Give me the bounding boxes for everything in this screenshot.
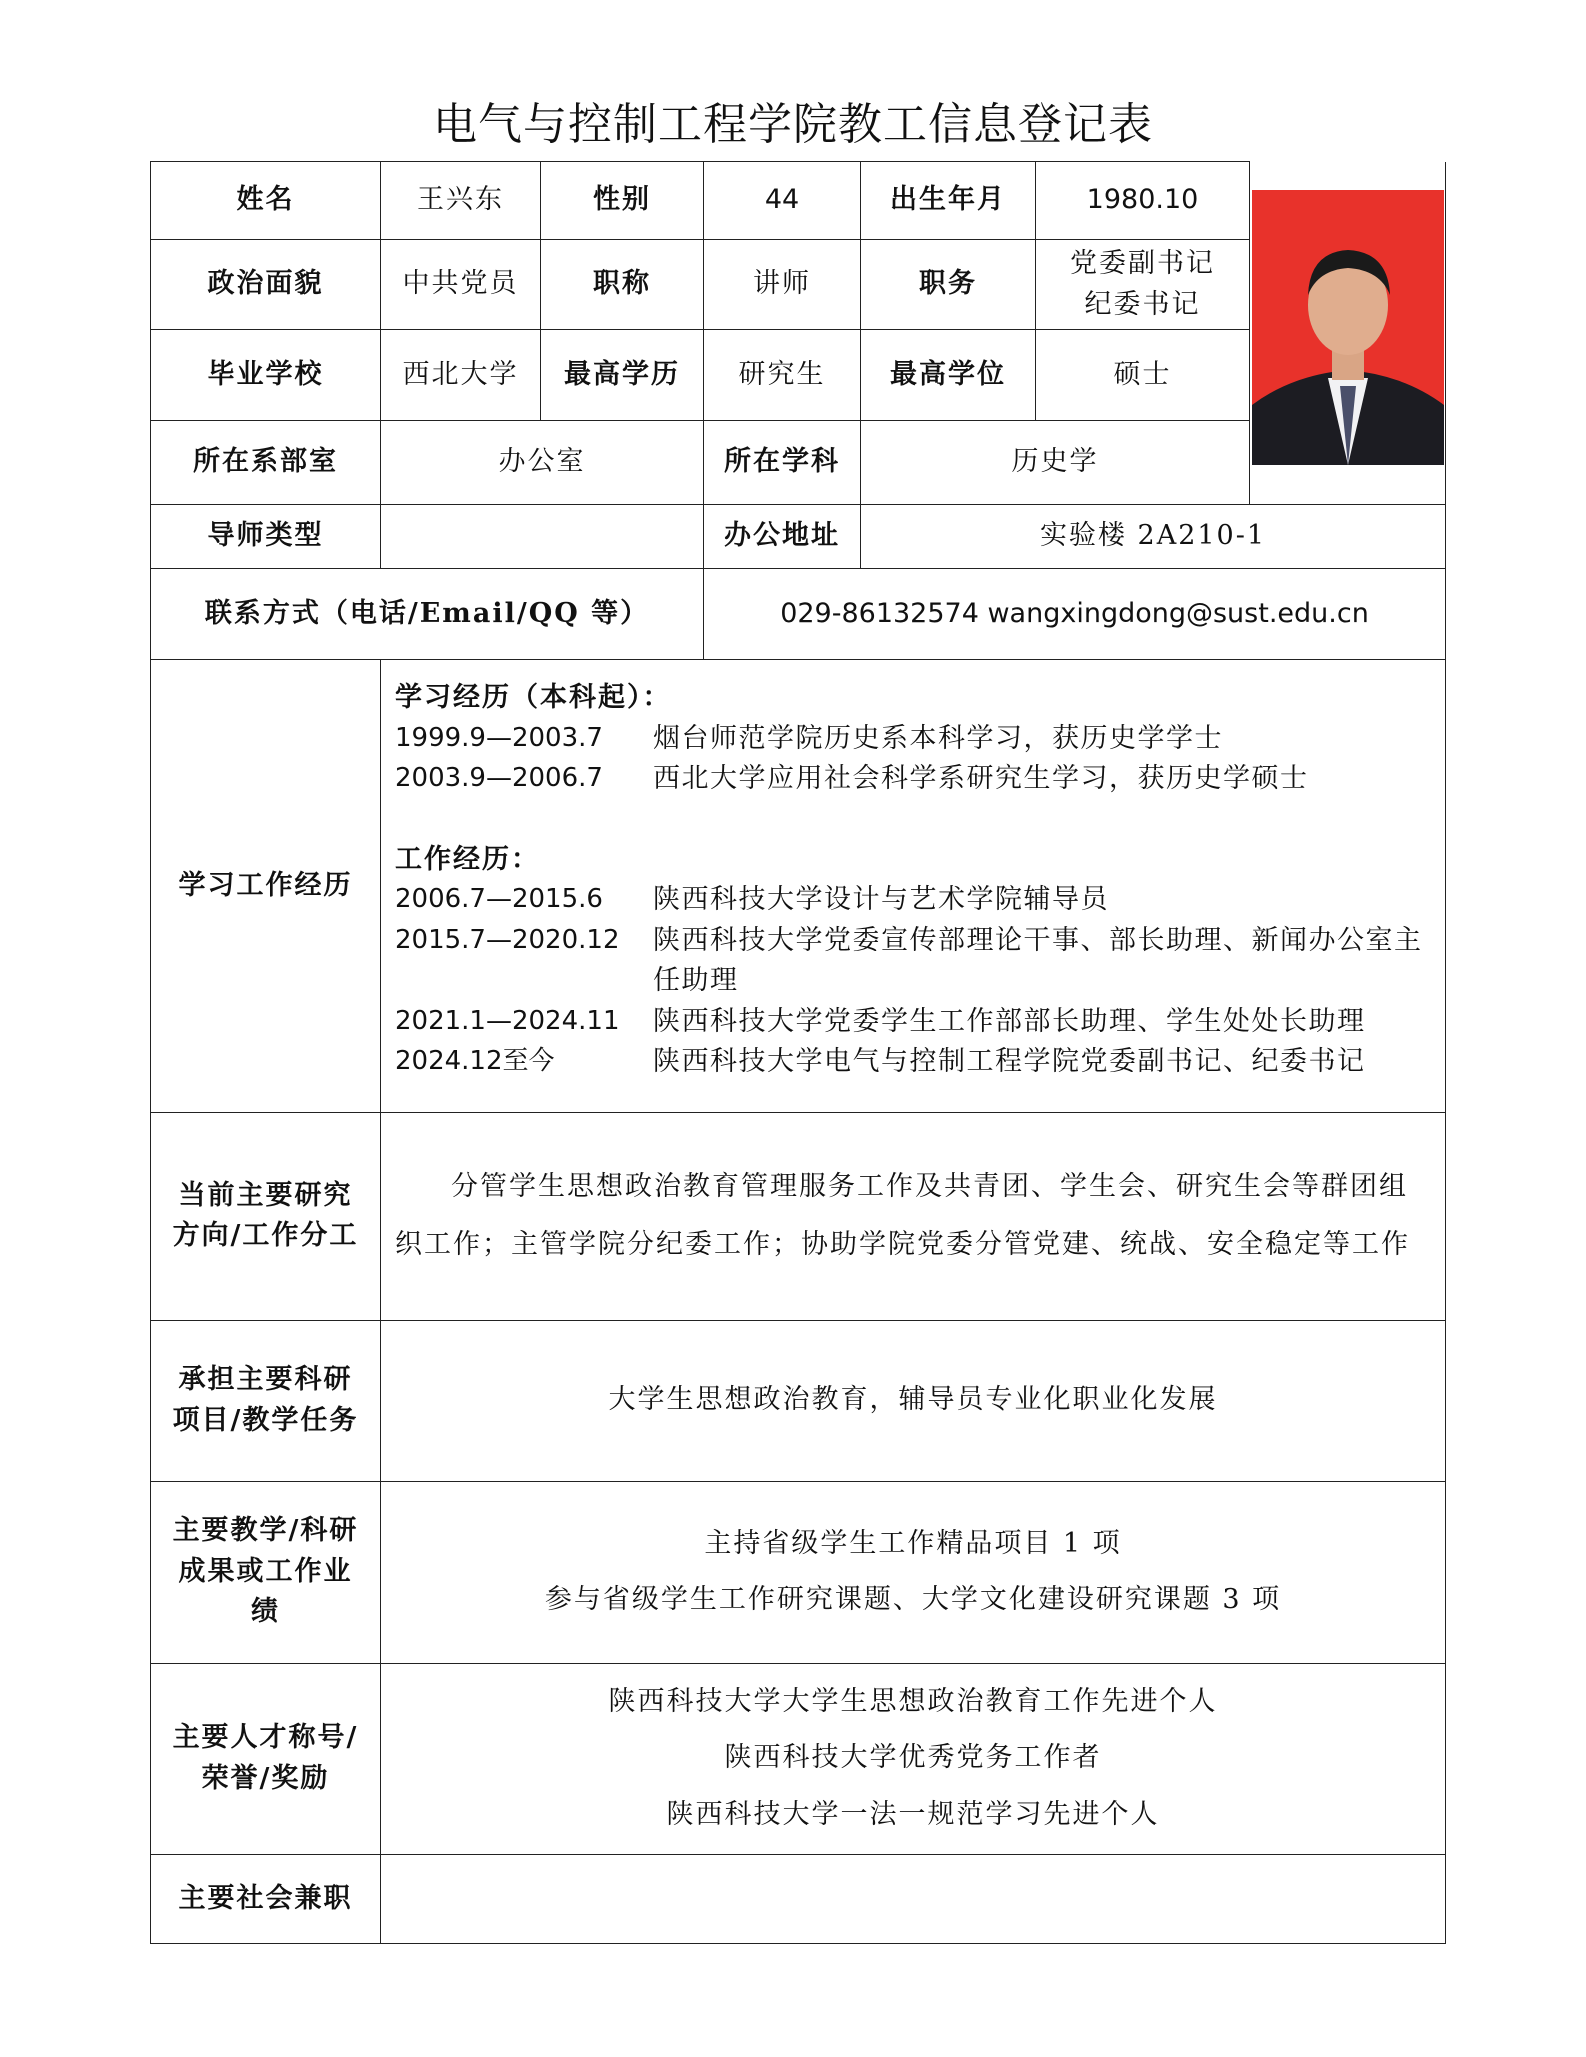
projects-label-line-2: 项目/教学任务 (172, 1404, 359, 1436)
list-item: 陕西科技大学优秀党务工作者 (724, 1742, 1102, 1774)
achievements-label-line-3: 绩 (251, 1596, 280, 1628)
work-text: 陕西科技大学电气与控制工程学院党委副书记、纪委书记 (653, 1046, 1366, 1078)
work-heading: 工作经历： (395, 843, 540, 875)
achievements-label (151, 1481, 381, 1663)
achievements-label-line-1: 主要教学/科研 (172, 1515, 359, 1547)
work-date: 2015.7—2020.12 (395, 924, 620, 955)
list-item: 陕西科技大学大学生思想政治教育工作先进个人 (608, 1685, 1218, 1717)
school-value: 西北大学 (381, 330, 541, 421)
page-title: 电气与控制工程学院教工信息登记表 (433, 99, 1153, 150)
achievements-content (381, 1481, 1446, 1663)
education-value: 研究生 (704, 330, 861, 421)
list-item (395, 1002, 1433, 1043)
work-text: 陕西科技大学党委学生工作部部长助理、学生处处长助理 (653, 1005, 1366, 1037)
portrait-photo (1252, 190, 1444, 465)
rank-value: 讲师 (704, 240, 861, 330)
tutor-value (381, 505, 704, 569)
list-item (395, 1042, 1433, 1083)
photo-cell (1250, 162, 1446, 505)
tutor-label: 导师类型 (151, 505, 381, 569)
research-label-line-2: 方向/工作分工 (172, 1220, 359, 1252)
projects-label (151, 1320, 381, 1481)
list-item: 陕西科技大学一法一规范学习先进个人 (666, 1799, 1160, 1831)
birth-value: 1980.10 (1036, 162, 1250, 240)
position-value (1036, 240, 1250, 330)
office-label: 办公地址 (704, 505, 861, 569)
work-text: 陕西科技大学党委宣传部理论干事、部长助理、新闻办公室主任助理 (653, 924, 1423, 997)
list-item (395, 921, 1433, 1002)
list-item (395, 880, 1433, 921)
school-label: 毕业学校 (151, 330, 381, 421)
projects-label-line-1: 承担主要科研 (178, 1364, 353, 1396)
birth-label: 出生年月 (861, 162, 1036, 240)
name-label: 姓名 (151, 162, 381, 240)
position-label: 职务 (861, 240, 1036, 330)
work-date: 2006.7—2015.6 (395, 884, 603, 915)
work-date: 2024.12至今 (395, 1046, 555, 1077)
study-text: 烟台师范学院历史系本科学习，获历史学学士 (653, 722, 1223, 754)
research-paragraph: 分管学生思想政治教育管理服务工作及共青团、学生会、研究生会等群团组织工作；主管学院分纪委工作；协助学院党委分管党建、统战、安全稳定等工作 (395, 1171, 1410, 1261)
work-text: 陕西科技大学设计与艺术学院辅导员 (653, 884, 1109, 916)
degree-label: 最高学位 (861, 330, 1036, 421)
social-value (381, 1854, 1446, 1943)
list-item: 参与省级学生工作研究课题、大学文化建设研究课题 3 项 (544, 1584, 1282, 1616)
position-line-1: 党委副书记 (1070, 248, 1215, 280)
research-text (381, 1112, 1446, 1320)
gender-label: 性别 (541, 162, 704, 240)
discipline-label: 所在学科 (704, 421, 861, 505)
rank-label: 职称 (541, 240, 704, 330)
dept-label: 所在系部室 (151, 421, 381, 505)
political-value: 中共党员 (381, 240, 541, 330)
projects-text: 大学生思想政治教育，辅导员专业化职业化发展 (381, 1320, 1446, 1481)
study-date: 1999.9—2003.7 (395, 722, 603, 753)
position-line-2: 纪委书记 (1084, 288, 1201, 320)
degree-value: 硕士 (1036, 330, 1250, 421)
list-item (395, 719, 1433, 760)
study-heading: 学习经历（本科起）： (395, 682, 672, 714)
experience-label: 学习工作经历 (151, 660, 381, 1112)
research-label-line-1: 当前主要研究 (178, 1179, 353, 1211)
discipline-value: 历史学 (861, 421, 1250, 505)
study-text: 西北大学应用社会科学系研究生学习，获历史学硕士 (653, 763, 1309, 795)
social-label: 主要社会兼职 (151, 1854, 381, 1943)
work-date: 2021.1—2024.11 (395, 1005, 620, 1036)
name-value: 王兴东 (381, 162, 541, 240)
political-label: 政治面貌 (151, 240, 381, 330)
achievements-label-line-2: 成果或工作业 (178, 1555, 353, 1587)
contact-value: 029-86132574 wangxingdong@sust.edu.cn (704, 569, 1446, 660)
gender-value: 44 (704, 162, 861, 240)
education-label: 最高学历 (541, 330, 704, 421)
research-label (151, 1112, 381, 1320)
dept-value: 办公室 (381, 421, 704, 505)
contact-label: 联系方式（电话/Email/QQ 等） (151, 569, 704, 660)
list-item: 主持省级学生工作精品项目 1 项 (704, 1527, 1122, 1559)
list-item (395, 759, 1433, 800)
registration-form (150, 161, 1446, 1944)
honors-label-line-1: 主要人才称号/ (172, 1722, 359, 1754)
study-date: 2003.9—2006.7 (395, 763, 603, 794)
honors-label-line-2: 荣誉/奖励 (201, 1762, 330, 1794)
office-value: 实验楼 2A210-1 (861, 505, 1446, 569)
experience-content (381, 660, 1446, 1112)
honors-label (151, 1663, 381, 1854)
honors-content (381, 1663, 1446, 1854)
